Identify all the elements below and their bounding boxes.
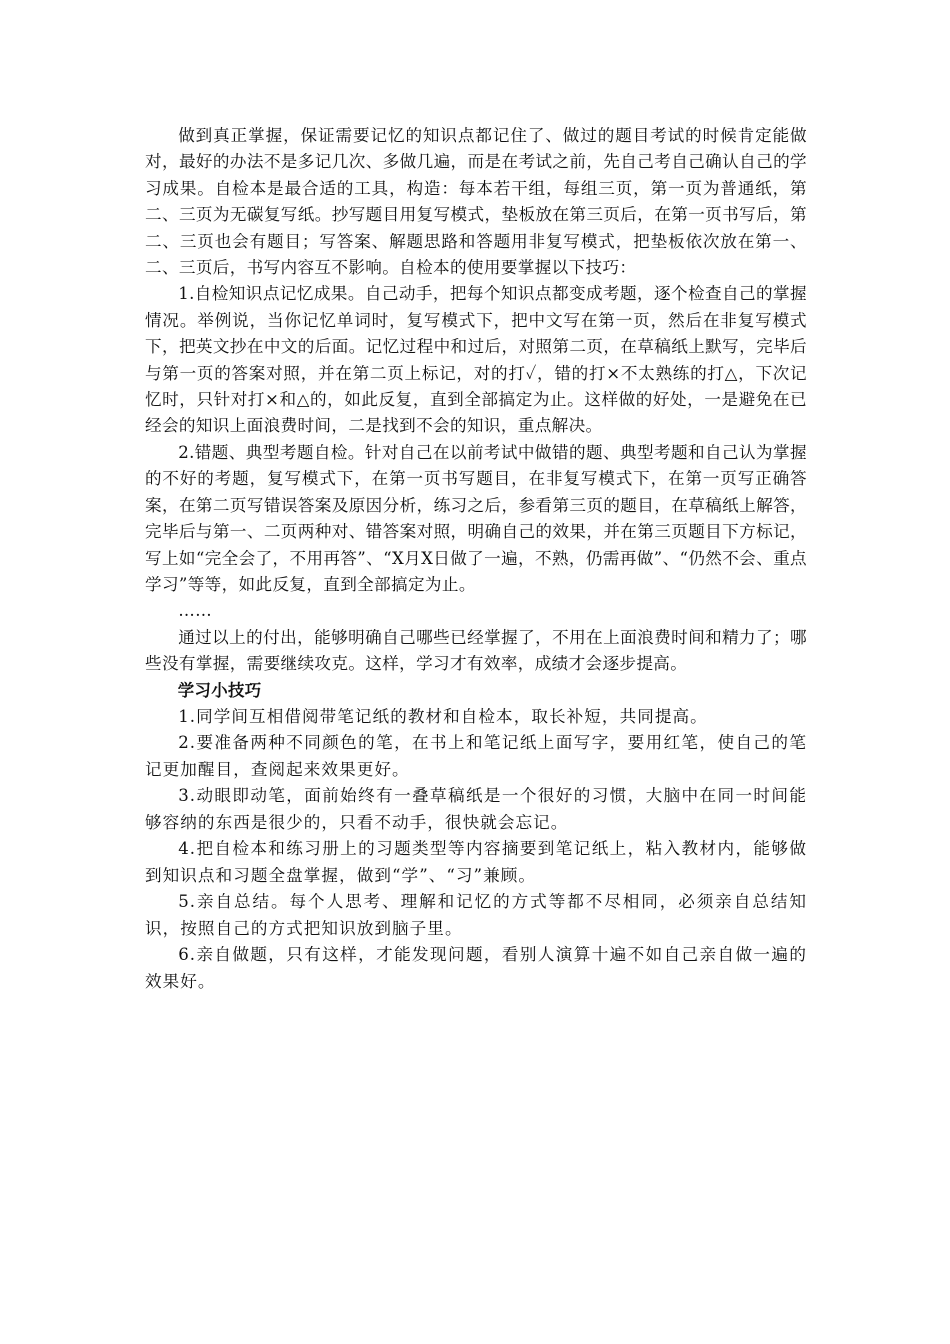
self-check-item-2: 2.错题、典型考题自检。针对自己在以前考试中做错的题、典型考题和自己认为掌握的不好的考题，复写模式下，在第一页书写题目，在非复写模式下，在第一页写正确答案，在第二页写错误答案及原因分析，练习之后，参看第三页的题目，在草稿纸上解答，完毕后与第一、二页两种对、错答案对照，明确自己的效果，并在第三页题目下方标记，写上如“完全会了，不用再答”、“X月X日做了一遍，不熟，仍需再做”、“仍然不会、重点学习”等等，如此反复，直到全部搞定为止。: [145, 442, 807, 594]
document-page: [145, 123, 807, 995]
summary-paragraph: 通过以上的付出，能够明确自己哪些已经掌握了，不用在上面浪费时间和精力了；哪些没有掌握，需要继续攻克。这样，学习才有效率，成绩才会逐步提高。: [145, 627, 807, 674]
tip-item: 5.亲自总结。每个人思考、理解和记忆的方式等都不尽相同，必须亲自总结知识，按照自己的方式把知识放到脑子里。: [145, 892, 807, 938]
tip-item: 2.要准备两种不同颜色的笔，在书上和笔记纸上面写字，要用红笔，使自己的笔记更加醒目，查阅起来效果更好。: [145, 733, 807, 779]
tip-item: 4.把自检本和练习册上的习题类型等内容摘要到笔记纸上，粘入教材内，能够做到知识点和习题全盘掌握，做到“学”、“习”兼顾。: [145, 839, 807, 885]
self-check-item-1: 1.自检知识点记忆成果。自己动手，把每个知识点都变成考题，逐个检查自己的掌握情况。举例说，当你记忆单词时，复写模式下，把中文写在第一页，然后在非复写模式下，把英文抄在中文的后面。记忆过程中和过后，对照第二页，在草稿纸上默写，完毕后与第一页的答案对照，并在第二页上标记，对的打✓，错的打×不太熟练的打△，下次记忆时，只针对打×和△的，如此反复，直到全部搞定为止。这样做的好处，一是避免在已经会的知识上面浪费时间，二是找到不会的知识，重点解决。: [145, 284, 807, 436]
tip-item: 3.动眼即动笔，面前始终有一叠草稿纸是一个很好的习惯，大脑中在同一时间能够容纳的东西是很少的，只看不动手，很快就会忘记。: [145, 786, 807, 832]
tips-list: [145, 704, 807, 996]
ellipsis: ……: [178, 601, 213, 621]
tip-item: 6.亲自做题，只有这样，才能发现问题，看别人演算十遍不如自己亲自做一遍的效果好。: [145, 945, 807, 991]
tips-heading: 学习小技巧: [177, 680, 262, 700]
tip-item: 1.同学间互相借阅带笔记纸的教材和自检本，取长补短，共同提高。: [178, 706, 708, 726]
intro-paragraph: 做到真正掌握，保证需要记忆的知识点都记住了、做过的题目考试的时候肯定能做对，最好的办法不是多记几次、多做几遍，而是在考试之前，先自己考自己确认自己的学习成果。自检本是最合适的工具，构造：每本若干组，每组三页，第一页为普通纸，第二、三页为无碳复写纸。抄写题目用复写模式，垫板放在第三页后，在第一页书写后，第二、三页也会有题目；写答案、解题思路和答题用非复写模式，把垫板依次放在第一、二、三页后，书写内容互不影响。自检本的使用要掌握以下技巧：: [145, 126, 807, 278]
